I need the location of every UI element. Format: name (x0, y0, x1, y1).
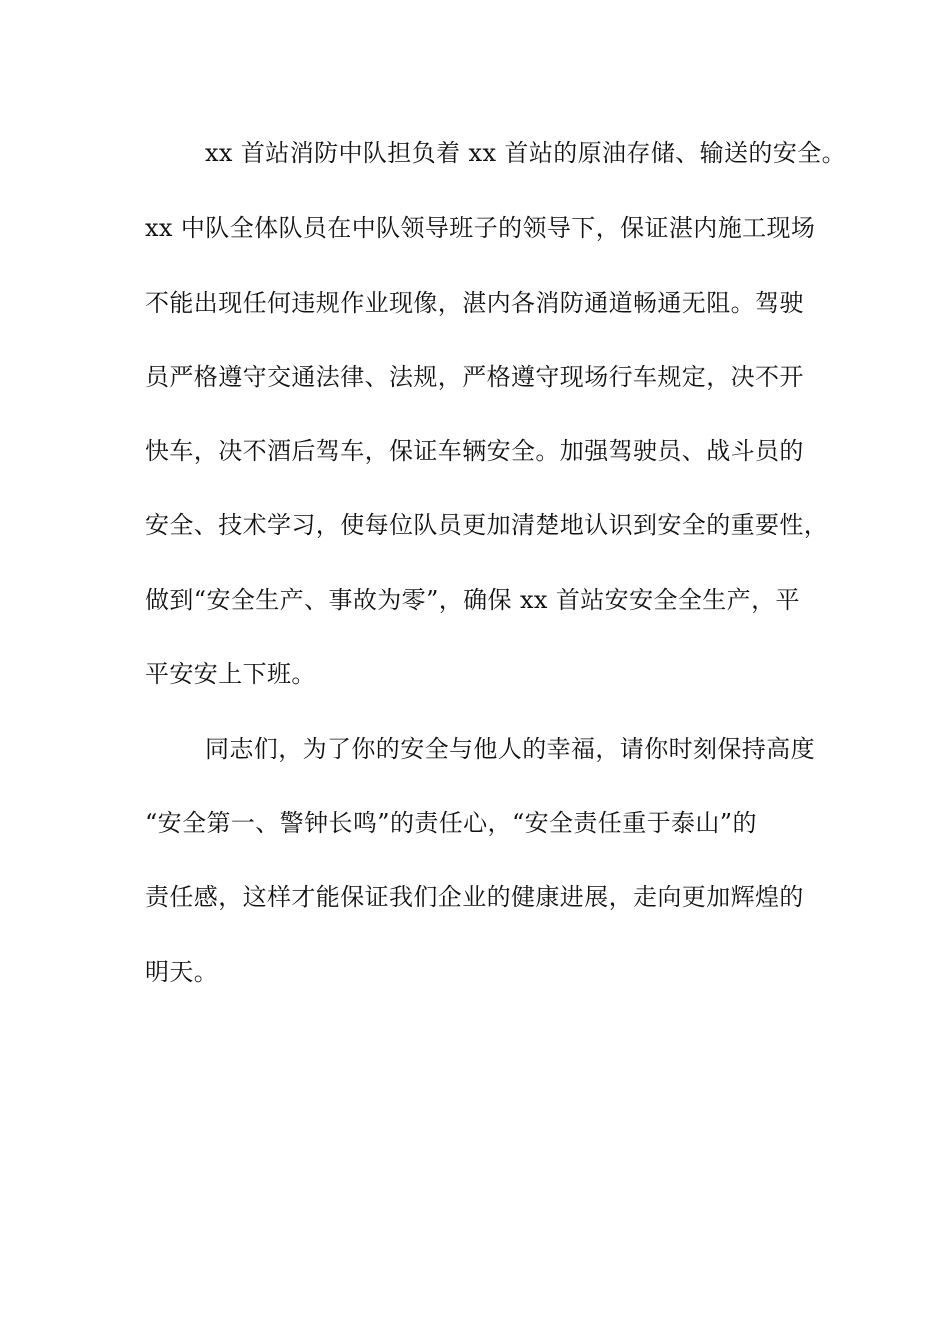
paragraph-2-line-1: 同志们，为了你的安全与他人的幸福，请你时刻保持高度 (205, 735, 815, 763)
paragraph-2-line-2: “安全第一、警钟长鸣”的责任心，“安全责任重于泰山”的 (145, 809, 757, 837)
paragraph-1-line-1: xx 首站消防中队担负着 xx 首站的原油存储、输送的安全。 (205, 139, 847, 167)
paragraph-2-line-3: 责任感，这样才能保证我们企业的健康进展，走向更加辉煌的 (145, 883, 804, 911)
paragraph-1-line-7: 做到“安全生产、事故为零”，确保 xx 首站安安全全生产，平 (145, 586, 800, 614)
paragraph-1-line-3: 不能出现任何违规作业现像，湛内各消防通道畅通无阻。驾驶 (145, 289, 804, 317)
paragraph-1-line-6: 安全、技术学习，使每位队员更加清楚地认识到安全的重要性， (145, 511, 829, 539)
paragraph-1-line-8: 平安安上下班。 (145, 660, 316, 688)
paragraph-2-line-4: 明天。 (145, 958, 219, 986)
paragraph-1-line-5: 快车，决不酒后驾车，保证车辆安全。加强驾驶员、战斗员的 (145, 437, 804, 465)
paragraph-1-line-2: xx 中队全体队员在中队领导班子的领导下，保证湛内施工现场 (145, 214, 816, 242)
paragraph-1-line-4: 员严格遵守交通法律、法规，严格遵守现场行车规定，决不开 (145, 363, 804, 391)
